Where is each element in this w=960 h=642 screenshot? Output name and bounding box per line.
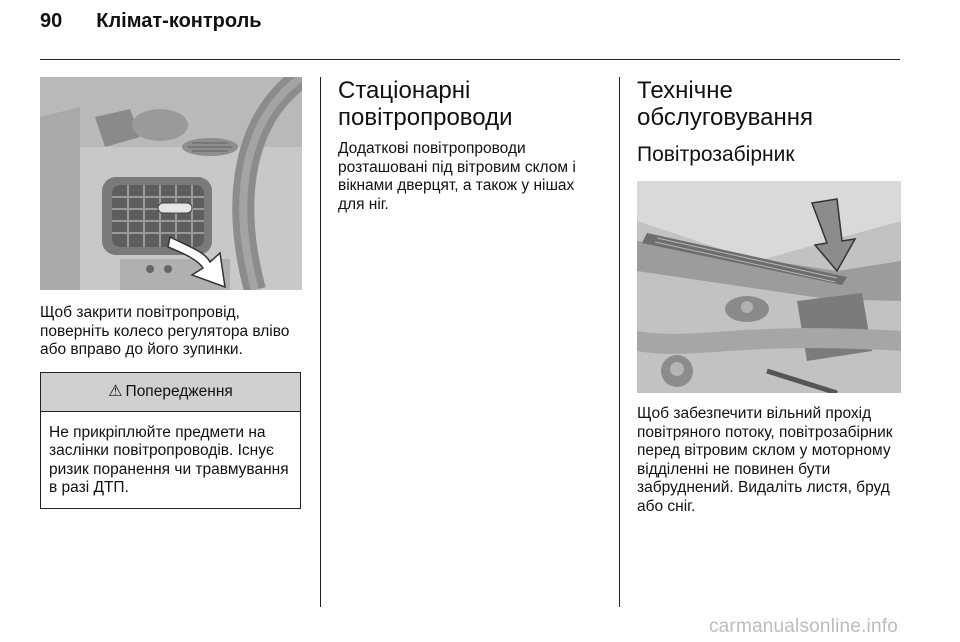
section-heading: Стаціонарні повітропроводи — [338, 77, 513, 131]
column-divider — [320, 77, 321, 607]
page-header — [40, 10, 262, 40]
column-1 — [40, 77, 302, 509]
section-heading: Технічне обслуговування — [637, 77, 813, 131]
warning-title: Попередження — [125, 382, 233, 400]
warning-text: Не прикріплюйте предмети на заслінки повітропроводів. Існує ризик поранення чи травмування в разі ДТП. — [49, 423, 289, 496]
warning-box — [40, 372, 301, 509]
section-text: Додаткові повітропроводи розташовані під вітровим склом і вікнами дверцят, а також у нішах для ніг. — [338, 140, 576, 213]
air-intake-text: Щоб забезпечити вільний прохід повітряного потоку, повітрозабірник перед вітровим склом у моторному відділенні не повинен бути забруднений. Видаліть листя, бруд або сніг. — [637, 405, 893, 515]
watermark: carmanualsonline.info — [708, 616, 898, 637]
air-vent-figure — [40, 77, 302, 290]
warning-triangle-icon: ⚠ — [108, 382, 123, 400]
column-divider — [619, 77, 620, 607]
column-3 — [637, 77, 901, 516]
header-rule — [40, 59, 900, 60]
page-number: 90 — [40, 10, 63, 32]
vent-caption: Щоб закрити повітропровід, поверніть колесо регулятора вліво або вправо до його зупинки. — [40, 304, 290, 358]
subsection-heading: Повітрозабірник — [637, 143, 795, 166]
warning-header — [41, 373, 300, 412]
air-intake-figure — [637, 181, 901, 393]
column-2 — [338, 77, 603, 214]
running-title: Клімат-контроль — [96, 10, 262, 32]
